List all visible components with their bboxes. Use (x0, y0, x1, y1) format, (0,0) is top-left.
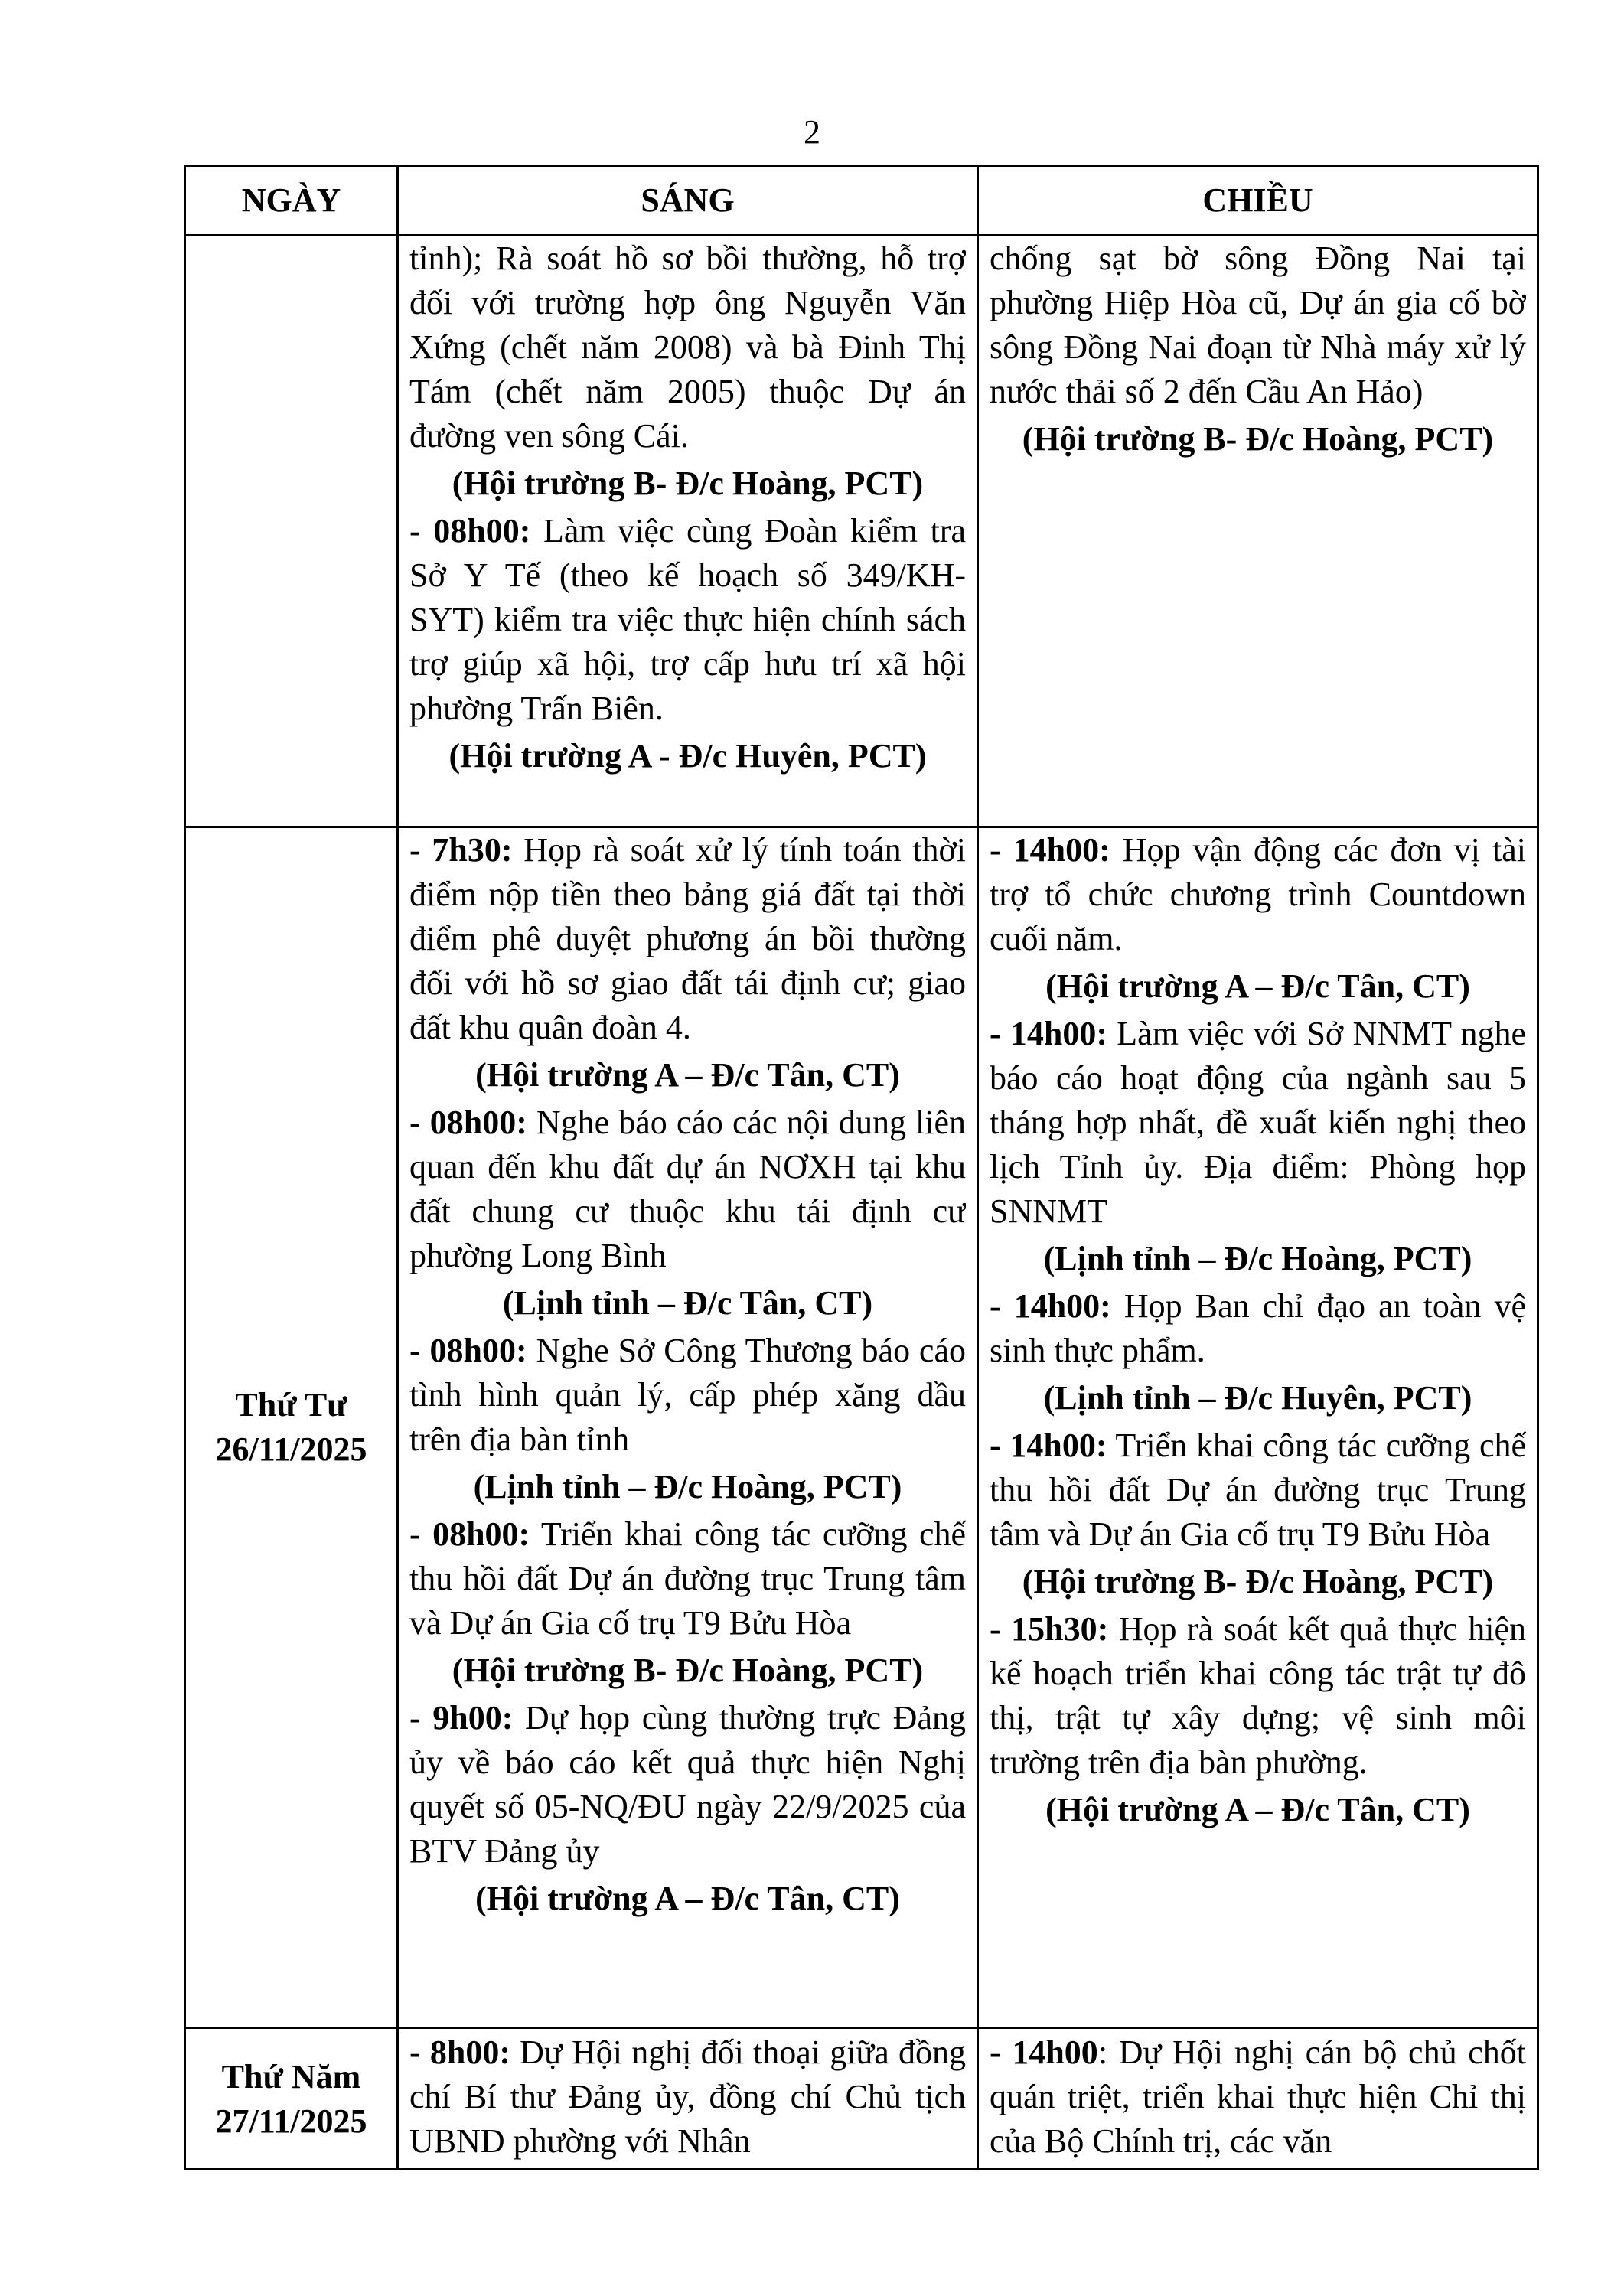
header-afternoon: CHIỀU (978, 166, 1538, 236)
schedule-entry (990, 828, 1526, 961)
entry-text: Họp rà soát xử lý tính toán thời điểm nộp tiền theo bảng giá đất tại thời điểm phê duyệt phương án bồi thường đối với hồ sơ giao đất tái định cư; giao đất khu quân đoàn 4. (409, 831, 966, 1046)
entry-location: (Hội trường A – Đ/c Tân, CT) (475, 1056, 900, 1094)
entry-location: (Hội trường A – Đ/c Tân, CT) (1045, 967, 1470, 1005)
entry-time: - 14h00: (990, 1015, 1108, 1052)
schedule-entry (990, 1012, 1526, 1234)
entry-text: Nghe Sở Công Thương báo cáo tình hình quản lý, cấp phép xăng dầu trên địa bàn tỉnh (409, 1332, 966, 1458)
page-number: 2 (804, 113, 820, 151)
entry-time: - 9h00: (409, 1699, 514, 1737)
entry-time: - 14h00: (990, 831, 1110, 869)
entry-time: - 8h00: (409, 2033, 510, 2071)
entry-location: (Hội trường A – Đ/c Tân, CT) (1045, 1791, 1470, 1828)
entry-text: Triển khai công tác cưỡng chế thu hồi đất Dự án đường trục Trung tâm và Dự án Gia cố trụ T9 Bửu Hòa (990, 1427, 1526, 1553)
entry-location: (Lịnh tỉnh – Đ/c Hoàng, PCT) (473, 1468, 902, 1505)
schedule-entry (990, 236, 1526, 414)
entry-location: (Lịnh tỉnh – Đ/c Hoàng, PCT) (1043, 1240, 1472, 1277)
entry-time: - 14h00: (990, 1427, 1107, 1464)
entry-location: (Hội trường B- Đ/c Hoàng, PCT) (1022, 420, 1494, 458)
entry-text: chống sạt bờ sông Đồng Nai tại phường Hiệp Hòa cũ, Dự án gia cố bờ sông Đồng Nai đoạn từ Nhà máy xử lý nước thải số 2 đến Cầu An Hảo) (990, 240, 1526, 410)
entry-location: (Hội trường B- Đ/c Hoàng, PCT) (1022, 1563, 1494, 1600)
entry-time: - 14h00 (990, 2033, 1098, 2071)
entry-time: - 08h00: (409, 1515, 530, 1553)
entry-text: Nghe báo cáo các nội dung liên quan đến khu đất dự án NƠXH tại khu đất chung cư thuộc khu tái định cư phường Long Bình (409, 1104, 966, 1274)
entry-location: (Lịnh tỉnh – Đ/c Huyên, PCT) (1043, 1379, 1472, 1417)
morning-cell (398, 236, 978, 827)
entry-location: (Hội trường A – Đ/c Tân, CT) (475, 1880, 900, 1917)
header-morning: SÁNG (398, 166, 978, 236)
schedule-entry (409, 509, 966, 731)
date-label: 27/11/2025 (215, 2102, 367, 2140)
schedule-entry (990, 1284, 1526, 1373)
weekday-label: Thứ Năm (221, 2058, 361, 2095)
day-cell (185, 236, 398, 827)
entry-time: - 15h30: (990, 1610, 1109, 1648)
schedule-entry (409, 2030, 966, 2164)
schedule-entry (409, 828, 966, 1050)
table-row (185, 827, 1538, 2028)
schedule-entry (409, 236, 966, 458)
entry-text: Dự Hội nghị đối thoại giữa đồng chí Bí thư Đảng ủy, đồng chí Chủ tịch UBND phường với Nhân (409, 2033, 966, 2160)
table-row (185, 2028, 1538, 2170)
schedule-table (184, 165, 1539, 2170)
schedule-entry (990, 1607, 1526, 1785)
entry-text: Họp Ban chỉ đạo an toàn vệ sinh thực phẩm. (990, 1287, 1526, 1369)
table-row (185, 236, 1538, 827)
entry-time: - 08h00: (409, 1104, 527, 1141)
entry-text: Họp rà soát kết quả thực hiện kế hoạch triển khai công tác trật tự đô thị, trật tự xây dựng; vệ sinh môi trường trên địa bàn phường. (990, 1610, 1526, 1781)
header-row (185, 166, 1538, 236)
entry-time: - 08h00: (409, 512, 531, 550)
entry-location: (Hội trường B- Đ/c Hoàng, PCT) (452, 1652, 924, 1689)
morning-cell (398, 2028, 978, 2170)
entry-text: Dự họp cùng thường trực Đảng ủy về báo cáo kết quả thực hiện Nghị quyết số 05-NQ/ĐU ngày 22/9/2025 của BTV Đảng ủy (409, 1699, 966, 1870)
entry-location: (Lịnh tỉnh – Đ/c Tân, CT) (502, 1284, 873, 1322)
entry-text: Triển khai công tác cưỡng chế thu hồi đất Dự án đường trục Trung tâm và Dự án Gia cố trụ T9 Bửu Hòa (409, 1515, 966, 1642)
schedule-entry (409, 1329, 966, 1462)
schedule-entry (990, 1424, 1526, 1557)
entry-text: : Dự Hội nghị cán bộ chủ chốt quán triệt, triển khai thực hiện Chỉ thị của Bộ Chính trị, các văn (990, 2033, 1526, 2160)
day-cell (185, 2028, 398, 2170)
afternoon-cell (978, 236, 1538, 827)
entry-text: tỉnh); Rà soát hồ sơ bồi thường, hỗ trợ đối với trường hợp ông Nguyễn Văn Xứng (chết năm 2008) và bà Đinh Thị Tám (chết năm 2005) thuộc Dự án đường ven sông Cái. (409, 240, 966, 455)
schedule-entry (990, 2030, 1526, 2164)
entry-text: Họp vận động các đơn vị tài trợ tổ chức chương trình Countdown cuối năm. (990, 831, 1526, 957)
date-label: 26/11/2025 (215, 1430, 367, 1468)
schedule-entry (409, 1512, 966, 1645)
entry-time: - 08h00: (409, 1332, 527, 1369)
weekday-label: Thứ Tư (235, 1386, 347, 1424)
entry-location: (Hội trường B- Đ/c Hoàng, PCT) (452, 465, 924, 502)
entry-time: - 14h00: (990, 1287, 1111, 1325)
schedule-entry (409, 1696, 966, 1874)
afternoon-cell (978, 827, 1538, 2028)
morning-cell (398, 827, 978, 2028)
header-day: NGÀY (185, 166, 398, 236)
afternoon-cell (978, 2028, 1538, 2170)
entry-text: Làm việc với Sở NNMT nghe báo cáo hoạt động của ngành sau 5 tháng hợp nhất, đề xuất kiến nghị theo lịch Tỉnh ủy. Địa điểm: Phòng họp SNNMT (990, 1015, 1526, 1230)
entry-location: (Hội trường A - Đ/c Huyên, PCT) (448, 737, 927, 775)
entry-text: Làm việc cùng Đoàn kiểm tra Sở Y Tế (theo kế hoạch số 349/KH-SYT) kiểm tra việc thực hiện chính sách trợ giúp xã hội, trợ cấp hưu trí xã hội phường Trấn Biên. (409, 512, 966, 727)
entry-time: - 7h30: (409, 831, 513, 869)
day-cell (185, 827, 398, 2028)
schedule-entry (409, 1101, 966, 1278)
